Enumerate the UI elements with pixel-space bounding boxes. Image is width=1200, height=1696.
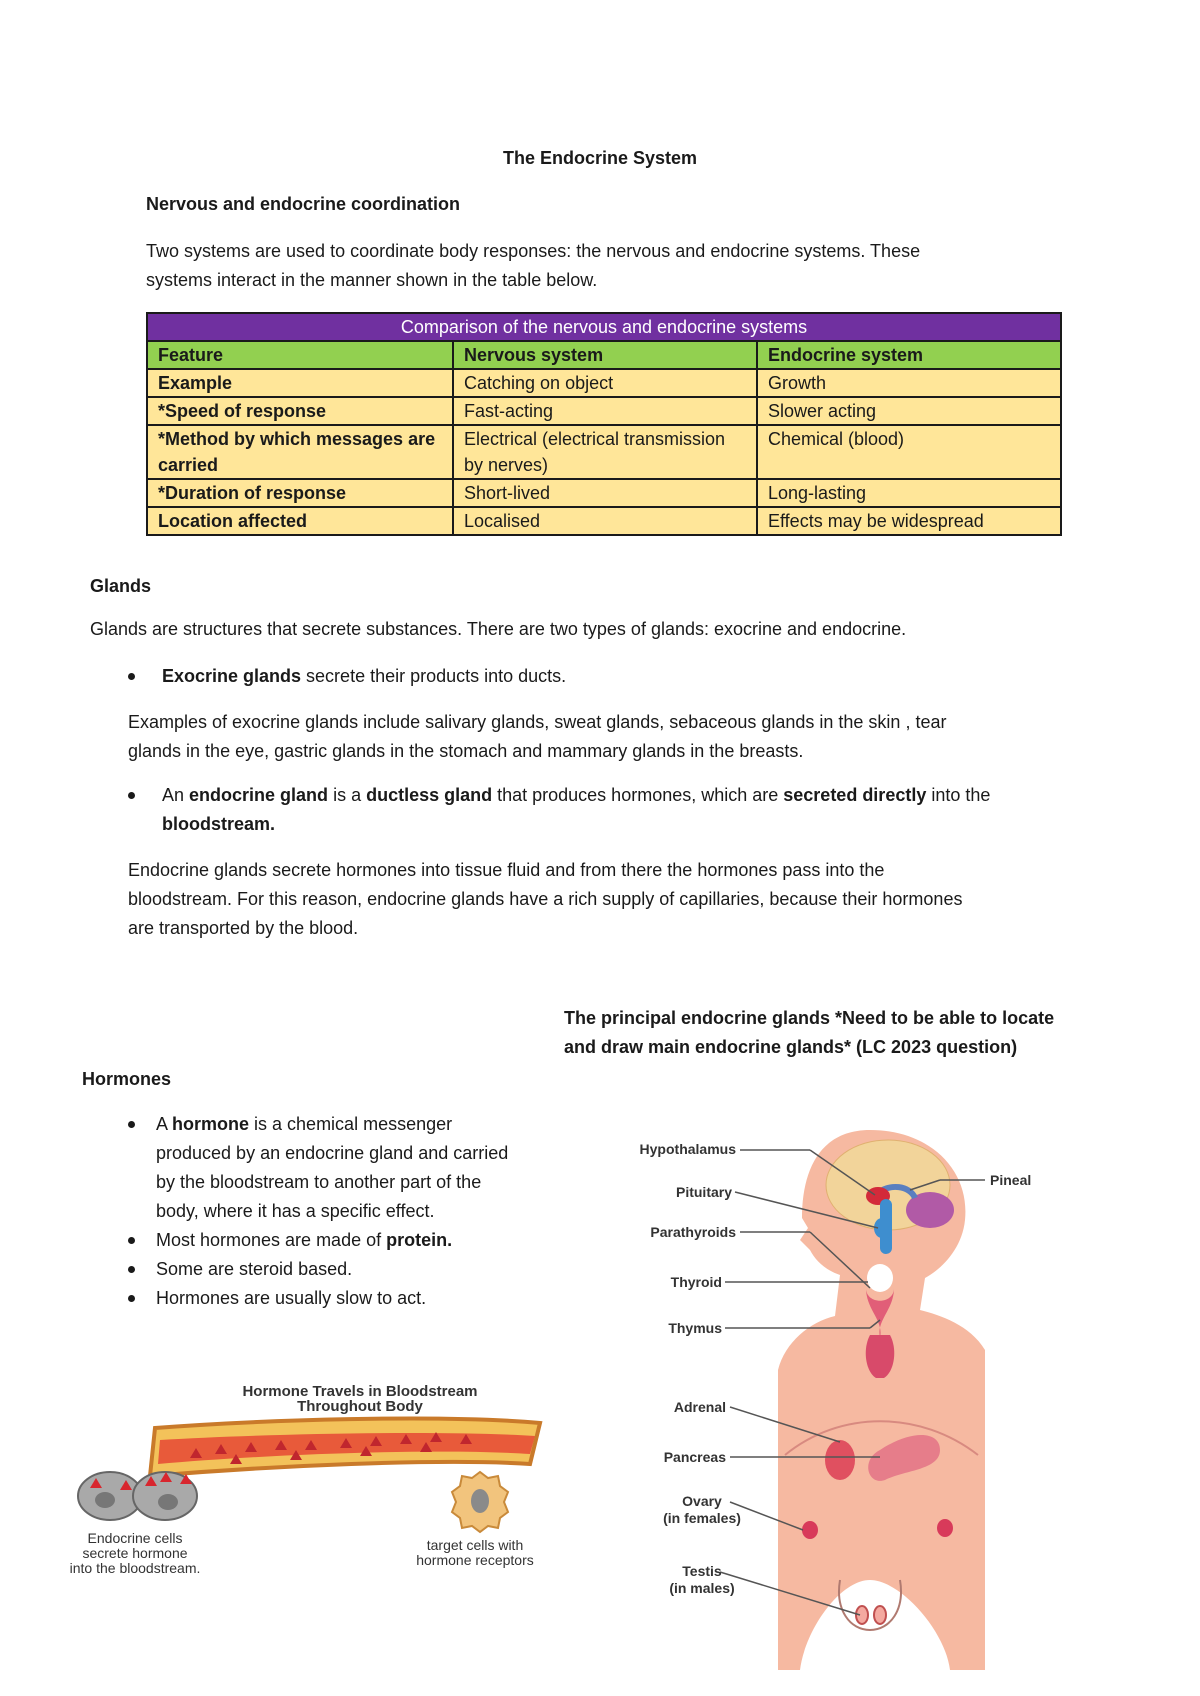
- table-header-cell: Feature: [147, 341, 453, 369]
- table-cell: Electrical (electrical transmission by nerves): [453, 425, 757, 479]
- ductless-gland-term: ductless gland: [366, 785, 493, 805]
- figure-title-line: Hormone Travels in Bloodstream: [242, 1383, 478, 1400]
- table-cell: Location affected: [147, 507, 453, 535]
- list-item-text: body, where it has a specific effect.: [156, 1201, 435, 1221]
- list-item-text: into the: [926, 785, 991, 805]
- bloodstream-term: bloodstream.: [162, 814, 276, 834]
- table-row: [147, 507, 1061, 535]
- figure-title-line: Throughout Body: [297, 1398, 423, 1415]
- list-item-text: An: [162, 785, 190, 805]
- table-cell: Localised: [453, 507, 757, 535]
- list-item: [126, 1110, 586, 1226]
- left-caption-line: secrete hormone: [82, 1545, 188, 1561]
- endocrine-glands-diagram: [640, 1110, 1080, 1670]
- exocrine-bullet-list: [128, 662, 1078, 691]
- glands-intro: Glands are structures that secrete substances. There are two types of glands: exocrine and endocrine.: [90, 619, 907, 639]
- list-item-text: produced by an endocrine gland and carried: [156, 1143, 509, 1163]
- bloodstream-figure: [60, 1378, 560, 1578]
- table-cell: Fast-acting: [453, 397, 757, 425]
- table-cell: Chemical (blood): [757, 425, 1061, 479]
- examples-line: glands in the eye, gastric glands in the stomach and mammary glands in the breasts.: [128, 741, 804, 761]
- table-caption: Comparison of the nervous and endocrine systems: [147, 313, 1061, 341]
- table-cell: Growth: [757, 369, 1061, 397]
- list-item-text: that produces hormones, which are: [492, 785, 784, 805]
- table-cell: Catching on object: [453, 369, 757, 397]
- paragraph-line: bloodstream. For this reason, endocrine glands have a rich supply of capillaries, because their hormones: [128, 889, 963, 909]
- endocrine-cells: [78, 1472, 197, 1520]
- table-row: [147, 369, 1061, 397]
- section-heading-coordination: Nervous and endocrine coordination: [146, 194, 461, 214]
- label-parathyroids: Parathyroids: [650, 1224, 736, 1240]
- intro-line: Two systems are used to coordinate body responses: the nervous and endocrine systems. These: [146, 241, 921, 261]
- list-item-text: Hormones are usually slow to act.: [156, 1288, 427, 1308]
- table-row: [147, 397, 1061, 425]
- list-item: [126, 1284, 586, 1313]
- table-cell: *Speed of response: [147, 397, 453, 425]
- section-heading-hormones: Hormones: [82, 1069, 172, 1089]
- adrenal-gland: [825, 1440, 855, 1480]
- list-item-text: is a: [328, 785, 367, 805]
- examples-line: Examples of exocrine glands include salivary glands, sweat glands, sebaceous glands in the skin , tear: [128, 712, 947, 732]
- label-pituitary: Pituitary: [675, 1184, 732, 1200]
- intro-paragraph: [146, 237, 920, 295]
- label-thymus: Thymus: [668, 1320, 722, 1336]
- endocrine-gland-term: endocrine gland: [189, 785, 329, 805]
- label-adrenal: Adrenal: [673, 1399, 726, 1415]
- list-item-text: A: [156, 1114, 173, 1134]
- label-testis-note: (in males): [669, 1580, 735, 1596]
- label-hypothalamus: Hypothalamus: [640, 1141, 736, 1157]
- table-header-cell: Nervous system: [453, 341, 757, 369]
- exocrine-examples: [128, 708, 946, 766]
- table-cell: Short-lived: [453, 479, 757, 507]
- hormone-bullet-list: [126, 1110, 586, 1313]
- exocrine-term: Exocrine glands: [162, 666, 302, 686]
- paragraph-line: Endocrine glands secrete hormones into tissue fluid and from there the hormones pass into the: [128, 860, 885, 880]
- table-cell: Slower acting: [757, 397, 1061, 425]
- label-thyroid: Thyroid: [670, 1274, 722, 1290]
- ovary-left: [802, 1521, 818, 1539]
- right-caption-line: hormone receptors: [416, 1552, 534, 1568]
- table-cell: *Method by which messages are carried: [147, 425, 453, 479]
- heading-line: The principal endocrine glands *Need to be able to locate: [564, 1008, 1055, 1028]
- list-item: [126, 1226, 586, 1255]
- principal-glands-heading: [564, 1004, 1054, 1062]
- table-header-cell: Endocrine system: [757, 341, 1061, 369]
- list-item: [128, 662, 1078, 691]
- left-caption-line: into the bloodstream.: [69, 1560, 201, 1576]
- page-title: The Endocrine System: [502, 148, 698, 168]
- intro-line: systems interact in the manner shown in the table below.: [146, 270, 598, 290]
- list-item-text: secrete their products into ducts.: [301, 666, 567, 686]
- comparison-table: [146, 312, 1062, 536]
- endocrine-bullet-list: [128, 781, 1078, 839]
- list-item-text: by the bloodstream to another part of the: [156, 1172, 482, 1192]
- list-item: [128, 781, 1078, 839]
- hormone-term: hormone: [172, 1114, 250, 1134]
- list-item-text: is a chemical messenger: [249, 1114, 453, 1134]
- table-cell: Effects may be widespread: [757, 507, 1061, 535]
- table-cell: Example: [147, 369, 453, 397]
- left-caption-line: Endocrine cells: [87, 1530, 183, 1546]
- endocrine-paragraph: [128, 856, 962, 943]
- table-cell: *Duration of response: [147, 479, 453, 507]
- list-item-text: Most hormones are made of: [156, 1230, 387, 1250]
- paragraph-line: are transported by the blood.: [128, 918, 359, 938]
- heading-line: and draw main endocrine glands* (LC 2023 question): [564, 1037, 1018, 1057]
- label-ovary: Ovary: [682, 1493, 722, 1509]
- right-caption-line: target cells with: [426, 1537, 524, 1553]
- list-item: [126, 1255, 586, 1284]
- table-row: [147, 479, 1061, 507]
- list-item-text: Some are steroid based.: [156, 1259, 353, 1279]
- label-ovary-note: (in females): [663, 1510, 741, 1526]
- section-heading-glands: Glands: [90, 576, 152, 596]
- protein-term: protein.: [386, 1230, 453, 1250]
- target-cell: [452, 1472, 508, 1532]
- testis-right: [874, 1606, 886, 1624]
- label-pineal: Pineal: [990, 1172, 1032, 1188]
- ovary-right: [937, 1519, 953, 1537]
- secreted-directly-term: secreted directly: [783, 785, 927, 805]
- table-row: [147, 425, 1061, 479]
- table-cell: Long-lasting: [757, 479, 1061, 507]
- label-testis: Testis: [682, 1563, 722, 1579]
- label-pancreas: Pancreas: [663, 1449, 726, 1465]
